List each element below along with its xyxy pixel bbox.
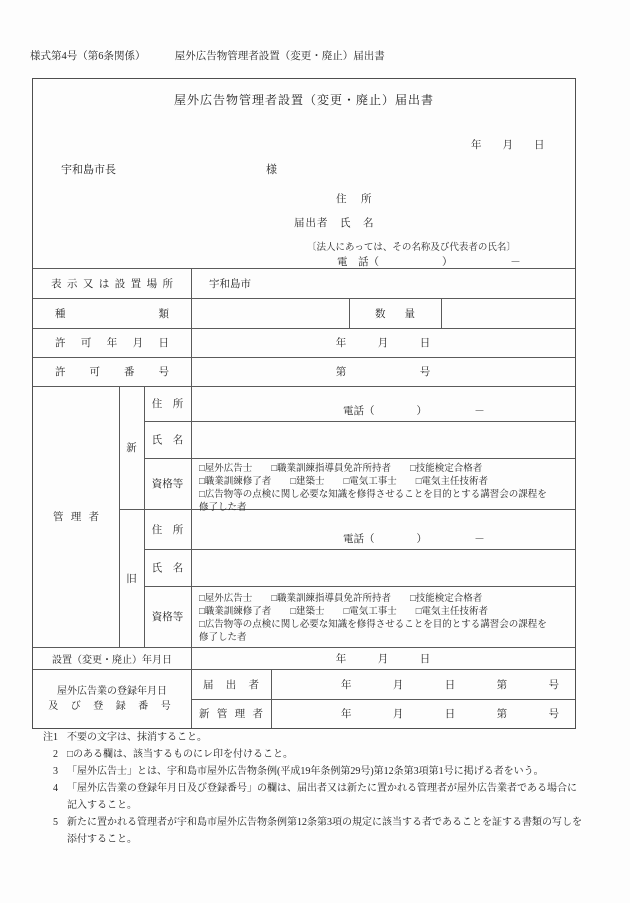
manager-new-qualification-label: 資格等: [151, 479, 184, 490]
manager-new-label: 新: [126, 443, 137, 454]
address-label: 住 所: [336, 194, 374, 205]
manager-old-phone-field: 電話（ ） －: [343, 534, 485, 545]
grid-line: [144, 549, 575, 550]
field-registration-label: 屋外広告業の登録年月日 及 び 登 録 番 号: [48, 685, 176, 712]
note-item: 3 「屋外広告士」とは、宇和島市屋外広告物条例(平成19年条例第29号)第12条第3項第1号に掲げる者をいう。: [53, 766, 544, 777]
form-name: 屋外広告物管理者設置（変更・廃止）届出書: [174, 51, 385, 62]
manager-old-qualification-options: [199, 593, 575, 645]
manager-old-address-label: 住 所: [151, 524, 184, 536]
field-kind-label: 種 類: [55, 308, 169, 320]
manager-new-phone-field: 電話（ ） －: [343, 406, 485, 417]
qualification-line: 修了した者: [199, 633, 247, 643]
addressee: 宇和島市長: [61, 164, 116, 176]
phone-field: 電 話（ ） －: [337, 257, 521, 268]
manager-section-label: 管 理 者: [53, 512, 99, 523]
field-permit-date-value: 年 月 日: [335, 338, 431, 349]
doc-header: [30, 48, 385, 63]
qualification-line: □屋外広告士 □職業訓練指導員免許所持者 □技能検定合格者: [199, 594, 483, 604]
manager-old-qualification-label: 資格等: [151, 612, 184, 623]
manager-new-address-label: 住 所: [151, 399, 184, 410]
note-item: 4 「屋外広告業の登録年月日及び登録番号」の欄は、届出者又は新たに置かれる管理者が屋外広告業者である場合に 記入すること。: [53, 783, 577, 811]
field-installation-date-label: 設置（変更・廃止）年月日: [52, 654, 172, 666]
grid-line: [144, 458, 575, 459]
qualification-line: □広告物等の点検に関し必要な知識を修得させることを目的とする講習会の課程を: [199, 620, 547, 630]
note-item: 5 新たに置かれる管理者が宇和島市屋外広告物条例第12条第3項の規定に該当する者であることを証する書類の写しを 添付すること。: [53, 817, 582, 845]
registration-row1-label: 届 出 者: [203, 679, 259, 691]
registration-row2-label: 新 管 理 者: [199, 709, 263, 720]
qualification-line: □屋外広告士 □職業訓練指導員免許所持者 □技能検定合格者: [199, 464, 483, 474]
field-permit-number-value: 第 号: [335, 367, 431, 378]
qualification-line: □広告物等の点検に関し必要な知識を修得させることを目的とする講習会の課程を: [199, 490, 547, 500]
grid-line: [144, 421, 575, 422]
field-permit-number-label: 許 可 番 号: [55, 367, 169, 378]
field-kind-value: [191, 298, 349, 328]
manager-old-label: 旧: [126, 573, 137, 585]
registration-row2-value: 年 月 日 第 号: [341, 709, 559, 720]
field-location-value: 宇和島市: [209, 278, 251, 290]
date-field: 年 月 日: [471, 140, 545, 151]
field-quantity-value: [441, 298, 575, 328]
qualification-line: 修了した者: [199, 503, 247, 513]
footnotes: [30, 729, 614, 848]
field-location-label: 表 示 又 は 設 置 場 所: [51, 278, 173, 290]
form-box: [32, 78, 576, 729]
form-title: 屋外広告物管理者設置（変更・廃止）届出書: [173, 93, 434, 107]
field-installation-date-value: 年 月 日: [335, 653, 431, 665]
form-number: 様式第4号（第6条関係）: [30, 51, 146, 62]
addressee-suffix: 様: [266, 164, 277, 176]
registration-row1-value: 年 月 日 第 号: [341, 679, 559, 691]
manager-new-name-label: 氏 名: [151, 435, 184, 446]
field-quantity-label: 数 量: [375, 308, 415, 320]
manager-old-name-label: 氏 名: [151, 563, 184, 574]
field-permit-date-label: 許 可 年 月 日: [55, 338, 169, 349]
qualification-line: □職業訓練修了者 □建築士 □電気工事士 □電気主任技術者: [199, 477, 488, 487]
corporate-note: 〔法人にあっては、その名称及び代表者の氏名〕: [307, 243, 516, 253]
note-item: 2 □のある欄は、該当するものにレ印を付けること。: [53, 749, 294, 760]
grid-line: [144, 586, 575, 587]
note-item: 注1 不要の文字は、抹消すること。: [43, 732, 207, 743]
applicant-name-label: 届出者 氏 名: [294, 218, 375, 229]
qualification-line: □職業訓練修了者 □建築士 □電気工事士 □電気主任技術者: [199, 607, 488, 617]
manager-new-qualification-options: [199, 463, 575, 515]
